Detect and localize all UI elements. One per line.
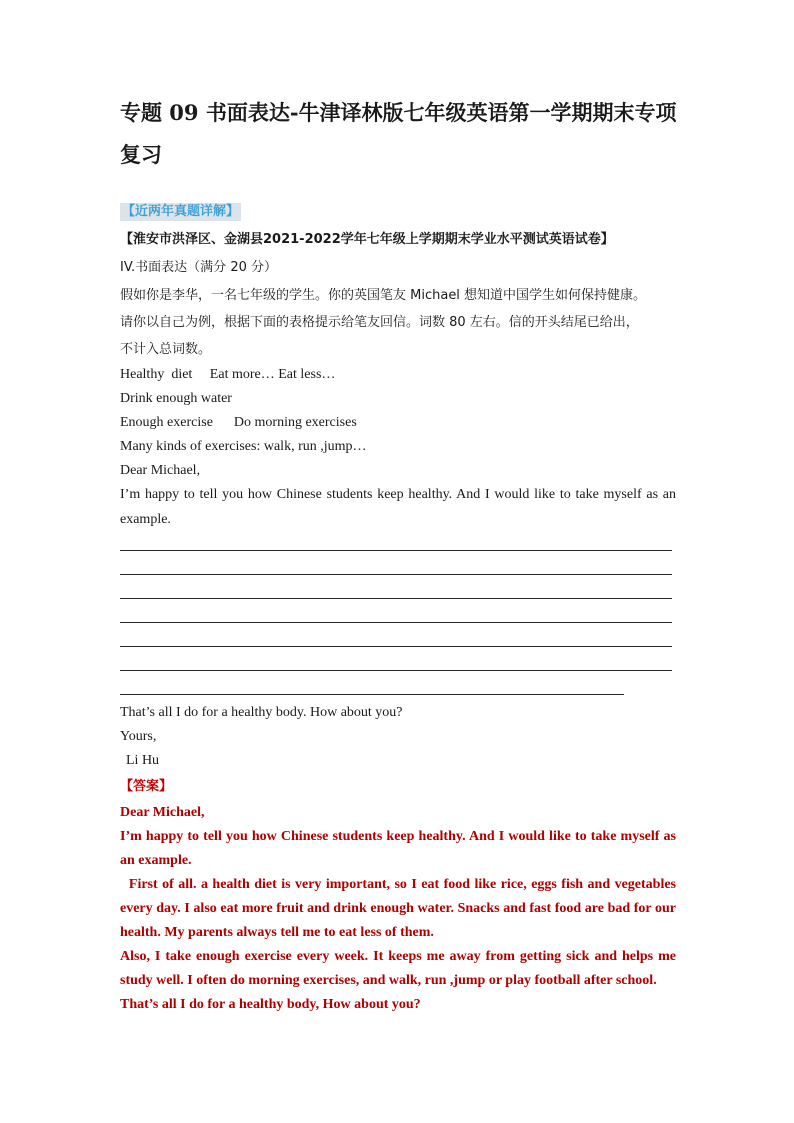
prompt-line: 假如你是李华，一名七年级的学生。你的英国笔友 Michael 想知道中国学生如何保持健康。 [120, 288, 647, 303]
question-heading: IV.书面表达（满分 20 分） [120, 260, 277, 275]
exam-source: 【淮安市洪泽区、金湖县2021-2022学年七年级上学期期末学业水平测试英语试卷】 [120, 232, 614, 247]
hint-line: Healthy diet Eat more… Eat less… [120, 367, 336, 382]
answer-paragraph: Also, I take enough exercise every week. It keeps me away from getting sick and helps me study well. I often do morning exercises, and walk, run ,jump or play football after school. [120, 949, 676, 988]
letter-greeting: Dear Michael, [120, 463, 201, 478]
writing-line [120, 670, 672, 671]
answer-paragraph: That’s all I do for a healthy body, How about you? [120, 997, 421, 1012]
prompt-line: 不计入总词数。 [120, 342, 212, 357]
page-title: 专题 09 书面表达-牛津译林版七年级英语第一学期期末专项复习 [120, 100, 677, 167]
writing-line [120, 574, 672, 575]
writing-line [120, 646, 672, 647]
hint-line: Enough exercise Do morning exercises [120, 415, 357, 430]
letter-signature: Li Hu [126, 753, 160, 768]
letter-signoff: Yours, [120, 729, 157, 744]
answer-paragraph: First of all. a health diet is very important, so I eat food like rice, eggs fish and vegetables every day. I also eat more fruit and drink enough water. Snacks and fast food are bad for our health. My parents always tell me to eat less of them. [120, 877, 680, 940]
writing-line [120, 598, 672, 599]
hint-line: Drink enough water [120, 391, 232, 406]
writing-line [120, 622, 672, 623]
letter-closing: That’s all I do for a healthy body. How about you? [120, 705, 403, 720]
prompt-line: 请你以自己为例，根据下面的表格提示给笔友回信。词数 80 左右。信的开头结尾已给出， [120, 315, 639, 330]
writing-line [120, 550, 672, 551]
answer-greeting: Dear Michael, [120, 805, 205, 820]
hint-line: Many kinds of exercises: walk, run ,jump… [120, 439, 367, 454]
answer-tag: 【答案】 [120, 779, 173, 794]
writing-line [120, 694, 624, 695]
section-tag: 【近两年真题详解】 [122, 204, 240, 219]
letter-opening: I’m happy to tell you how Chinese students keep healthy. And I would like to take myself as an example. [120, 487, 676, 527]
answer-paragraph: I’m happy to tell you how Chinese students keep healthy. And I would like to take myself as an example. [120, 829, 676, 868]
